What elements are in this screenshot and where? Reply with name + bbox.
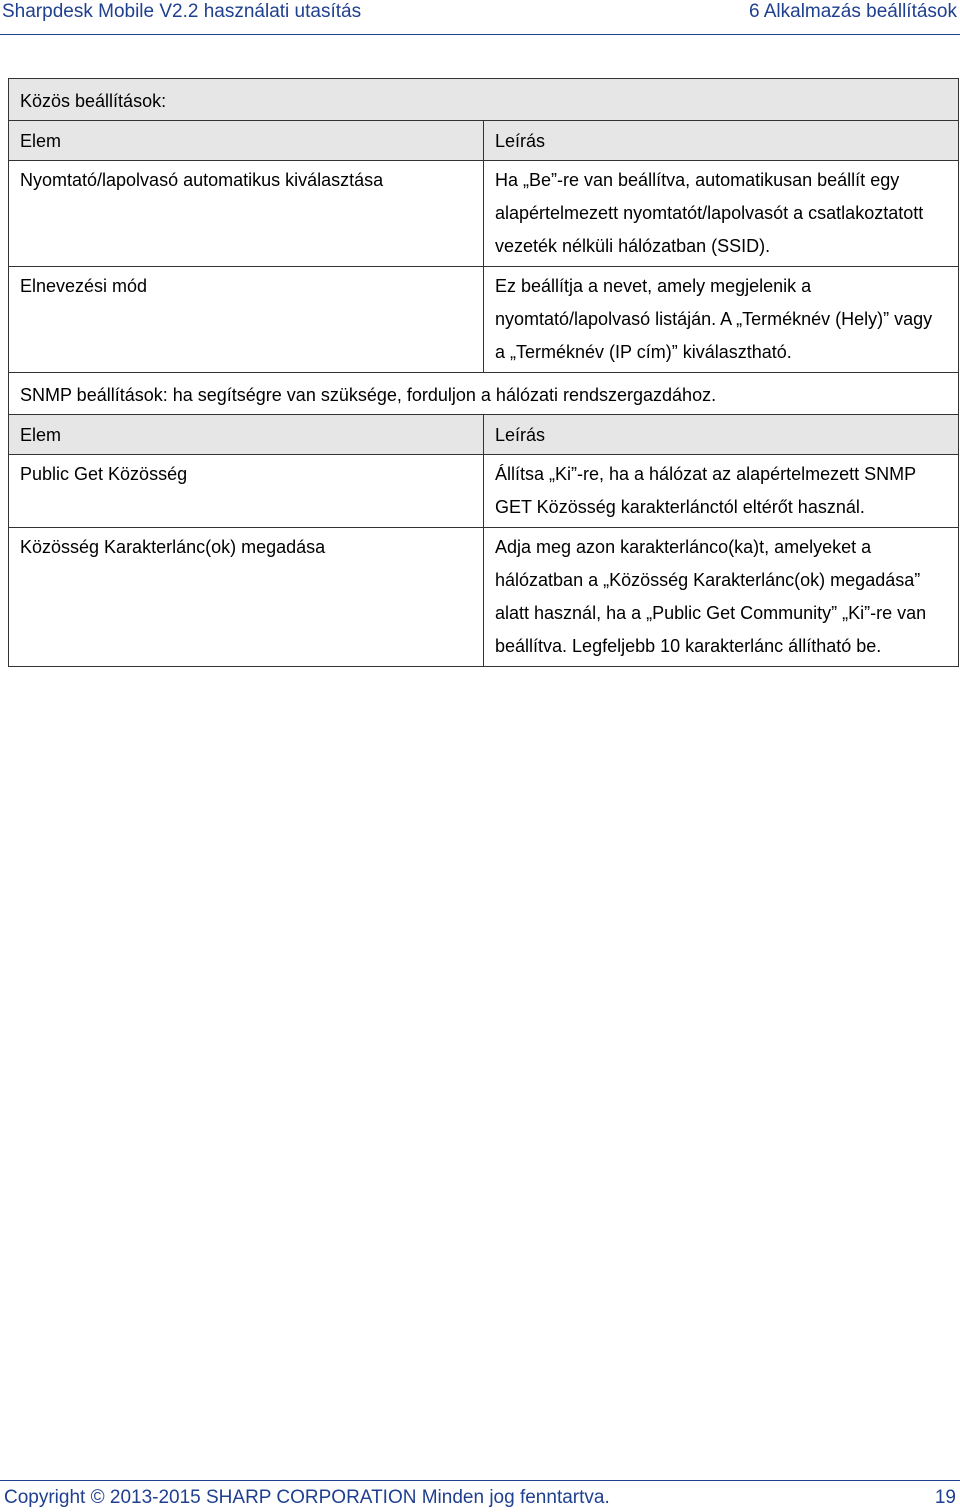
table-row <box>9 455 959 528</box>
column-header-description: Leírás <box>484 121 959 161</box>
table-row <box>9 161 959 267</box>
section-row-common <box>9 79 959 121</box>
header-chapter-title: 6 Alkalmazás beállítások <box>748 1 957 22</box>
item-cell: Nyomtató/lapolvasó automatikus kiválasztása <box>9 161 484 267</box>
settings-table <box>8 78 959 667</box>
item-cell: Elnevezési mód <box>9 267 484 373</box>
description-cell: Állítsa „Ki”-re, ha a hálózat az alapértelmezett SNMP GET Közösség karakterlánctól eltérőt használ. <box>484 455 959 528</box>
table-row <box>9 528 959 667</box>
column-header-row <box>9 415 959 455</box>
description-cell: Ha „Be”-re van beállítva, automatikusan beállít egy alapértelmezett nyomtatót/lapolvasót a csatlakoztatott vezeték nélküli hálózatban (SSID). <box>484 161 959 267</box>
header-divider <box>0 34 960 35</box>
page-header <box>0 0 960 30</box>
description-cell: Ez beállítja a nevet, amely megjelenik a nyomtató/lapolvasó listáján. A „Terméknév (Hely)” vagy a „Terméknév (IP cím)” kiválasztható. <box>484 267 959 373</box>
header-document-title: Sharpdesk Mobile V2.2 használati utasítás <box>2 1 362 22</box>
section-title-snmp: SNMP beállítások: ha segítségre van szüksége, forduljon a hálózati rendszergazdához. <box>9 373 959 415</box>
page-footer <box>0 1480 960 1510</box>
description-cell: Adja meg azon karakterlánco(ka)t, amelyeket a hálózatban a „Közösség Karakterlánc(ok) megadása” alatt használ, ha a „Public Get Community” „Ki”-re van beállítva. Legfeljebb 10 karakterlánc állítható be. <box>484 528 959 667</box>
section-title-common: Közös beállítások: <box>9 79 959 121</box>
section-row-snmp <box>9 373 959 415</box>
table-row <box>9 267 959 373</box>
copyright-text: Copyright © 2013-2015 SHARP CORPORATION Minden jog fenntartva. <box>4 1487 610 1508</box>
item-cell: Közösség Karakterlánc(ok) megadása <box>9 528 484 667</box>
column-header-item: Elem <box>9 121 484 161</box>
column-header-row <box>9 121 959 161</box>
column-header-description: Leírás <box>484 415 959 455</box>
page-number: 19 <box>934 1487 956 1508</box>
item-cell: Public Get Közösség <box>9 455 484 528</box>
column-header-item: Elem <box>9 415 484 455</box>
